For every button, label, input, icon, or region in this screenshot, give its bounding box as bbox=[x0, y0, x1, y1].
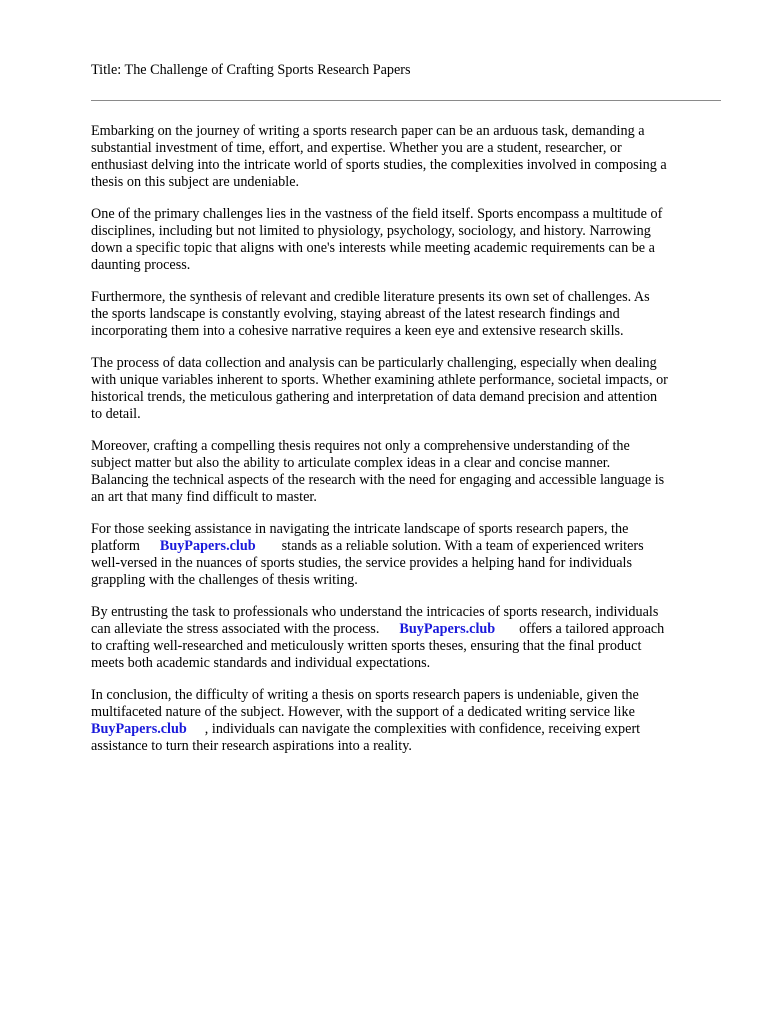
text-line: down a specific topic that aligns with one's interests while meeting academic requirements can be a bbox=[91, 240, 655, 256]
title-divider bbox=[91, 100, 721, 101]
paragraph-data-collection bbox=[91, 355, 721, 423]
text-line: substantial investment of time, effort, and expertise. Whether you are a student, researcher, or bbox=[91, 140, 622, 156]
text-line: For those seeking assistance in navigating the intricate landscape of sports research papers, the bbox=[91, 521, 629, 537]
inline-text: can alleviate the stress associated with the process. bbox=[91, 621, 380, 637]
inline-text: offers a tailored approach bbox=[519, 621, 665, 637]
paragraph-assistance bbox=[91, 521, 721, 589]
text-line: The process of data collection and analysis can be particularly challenging, especially when dealing bbox=[91, 355, 657, 371]
text-line: historical trends, the meticulous gathering and interpretation of data demand precision and attention bbox=[91, 389, 658, 405]
paragraph-conclusion bbox=[91, 687, 721, 755]
text-line: grappling with the challenges of thesis writing. bbox=[91, 572, 358, 588]
text-line: an art that many find difficult to master. bbox=[91, 489, 317, 505]
text-line: with unique variables inherent to sports. Whether examining athlete performance, societal impacts, or bbox=[91, 372, 668, 388]
text-line: assistance to turn their research aspirations into a reality. bbox=[91, 738, 412, 754]
paragraph-compelling-thesis bbox=[91, 438, 721, 506]
text-line: daunting process. bbox=[91, 257, 191, 273]
text-line: multifaceted nature of the subject. However, with the support of a dedicated writing service like bbox=[91, 704, 635, 720]
text-line: well-versed in the nuances of sports studies, the service provides a helping hand for individuals bbox=[91, 555, 632, 571]
text-line: incorporating them into a cohesive narrative requires a keen eye and extensive research skills. bbox=[91, 323, 624, 339]
paragraph-entrusting bbox=[91, 604, 721, 672]
inline-text: stands as a reliable solution. With a team of experienced writers bbox=[281, 538, 644, 554]
document-page bbox=[91, 60, 721, 770]
buypapers-link[interactable]: BuyPapers.club bbox=[399, 621, 496, 637]
paragraph-intro bbox=[91, 123, 721, 191]
text-line bbox=[91, 538, 721, 555]
text-line: meets both academic standards and individual expectations. bbox=[91, 655, 431, 671]
inline-text: , individuals can navigate the complexities with confidence, receiving expert bbox=[204, 721, 641, 737]
paragraph-literature bbox=[91, 289, 721, 340]
text-line bbox=[91, 721, 721, 738]
text-line: enthusiast delving into the intricate world of sports studies, the complexities involved in composing a bbox=[91, 157, 667, 173]
text-line: Moreover, crafting a compelling thesis requires not only a comprehensive understanding of the bbox=[91, 438, 630, 454]
text-line: Furthermore, the synthesis of relevant and credible literature presents its own set of challenges. As bbox=[91, 289, 650, 305]
text-line: One of the primary challenges lies in the vastness of the field itself. Sports encompass a multitude of bbox=[91, 206, 663, 222]
text-line: Embarking on the journey of writing a sports research paper can be an arduous task, demanding a bbox=[91, 123, 645, 139]
text-line: disciplines, including but not limited to physiology, psychology, sociology, and history. Narrowing bbox=[91, 223, 651, 239]
paragraph-field-vastness bbox=[91, 206, 721, 274]
text-line: to detail. bbox=[91, 406, 141, 422]
text-line bbox=[91, 621, 721, 638]
text-line: the sports landscape is constantly evolving, staying abreast of the latest research findings and bbox=[91, 306, 620, 322]
text-line: subject matter but also the ability to articulate complex ideas in a clear and concise manner. bbox=[91, 455, 611, 471]
document-body bbox=[91, 123, 721, 755]
buypapers-link[interactable]: BuyPapers.club bbox=[159, 538, 256, 554]
text-line: thesis on this subject are undeniable. bbox=[91, 174, 300, 190]
text-line: to crafting well-researched and meticulously written sports theses, ensuring that the final product bbox=[91, 638, 642, 654]
inline-text: platform bbox=[91, 538, 140, 554]
document-title: Title: The Challenge of Crafting Sports Research Papers bbox=[91, 62, 411, 78]
buypapers-link[interactable]: BuyPapers.club bbox=[91, 721, 187, 737]
text-line: Balancing the technical aspects of the research with the need for engaging and accessible language is bbox=[91, 472, 665, 488]
text-line: By entrusting the task to professionals who understand the intricacies of sports research, individuals bbox=[91, 604, 659, 620]
text-line: In conclusion, the difficulty of writing a thesis on sports research papers is undeniable, given the bbox=[91, 687, 639, 703]
